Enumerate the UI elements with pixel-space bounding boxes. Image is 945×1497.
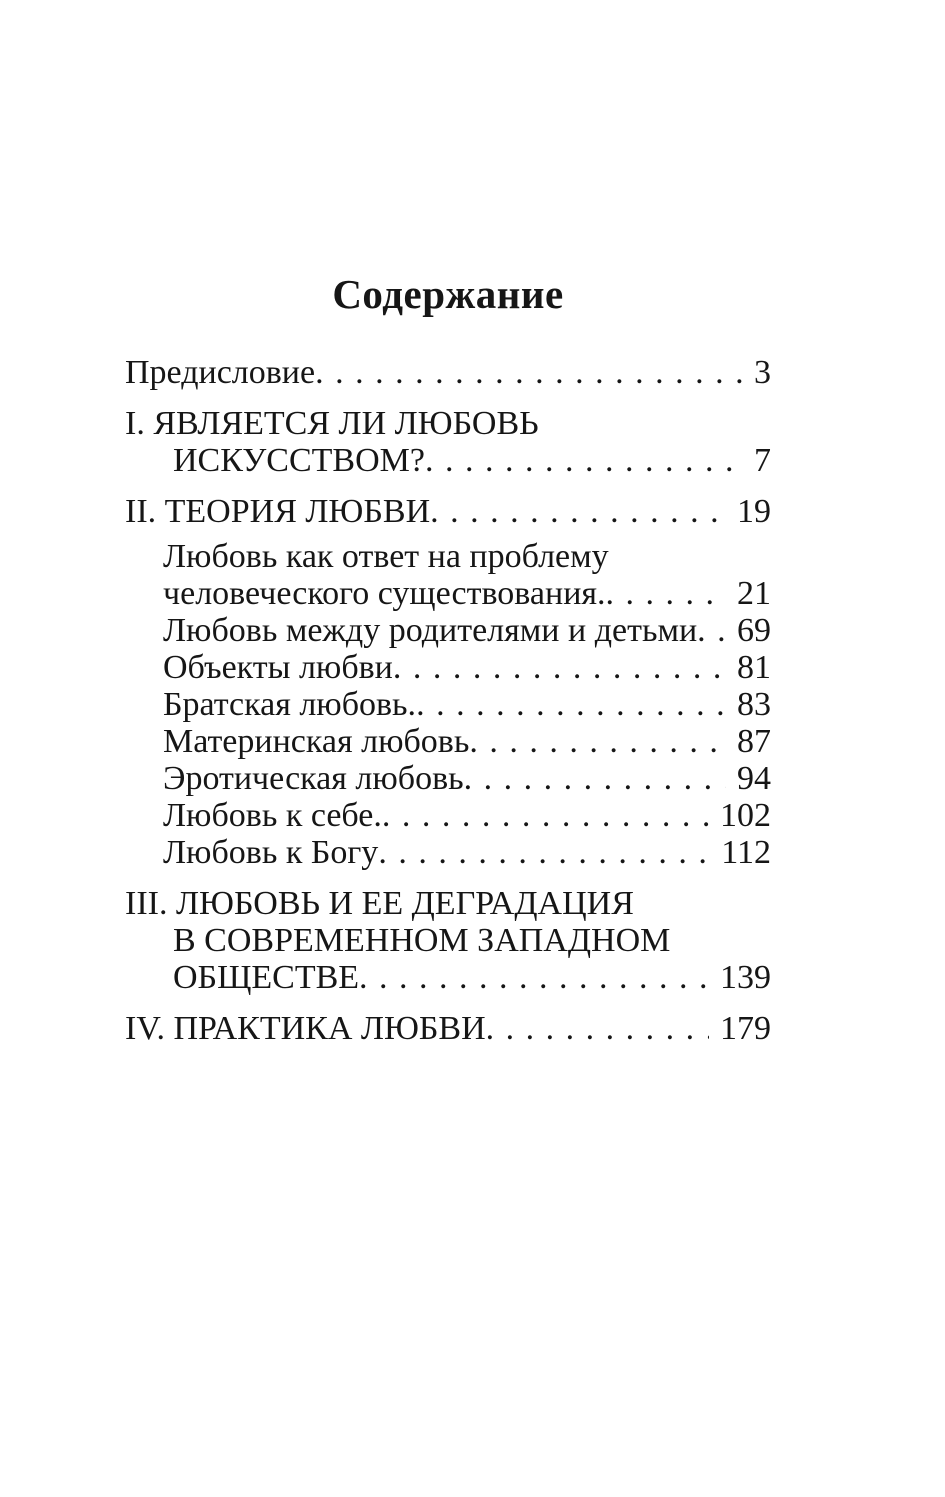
toc-entry-ch2 — [125, 493, 771, 530]
dot-leader — [382, 797, 709, 834]
toc-label: ИСКУССТВОМ? — [173, 442, 425, 479]
page-number: 83 — [737, 686, 771, 723]
toc-list — [125, 354, 771, 1047]
toc-label: В СОВРЕМЕННОМ ЗАПАДНОМ — [173, 922, 671, 959]
toc-label: Эротическая любовь — [163, 760, 464, 797]
page-number: 21 — [737, 575, 771, 612]
toc-label: ОБЩЕСТВЕ — [173, 959, 360, 996]
page-number: 3 — [754, 354, 771, 391]
page-number: 19 — [737, 493, 771, 530]
page-title: Содержание — [332, 271, 564, 317]
toc-sub-parents-children — [125, 612, 771, 649]
toc-label: I. ЯВЛЯЕТСЯ ЛИ ЛЮБОВЬ — [125, 405, 539, 442]
toc-sub-love-objects — [125, 649, 771, 686]
toc-label: Любовь между родителями и детьми — [163, 612, 698, 649]
toc-page — [125, 0, 771, 1047]
dot-leader — [393, 649, 726, 686]
page-number: 112 — [721, 834, 771, 871]
page-number: 87 — [737, 723, 771, 760]
dot-leader — [464, 760, 726, 797]
page-number: 139 — [720, 959, 771, 996]
dot-leader — [486, 1010, 709, 1047]
toc-sub-motherly-love — [125, 723, 771, 760]
toc-entry-preface — [125, 354, 771, 391]
toc-label: Любовь к Богу — [163, 834, 379, 871]
dot-leader — [425, 442, 743, 479]
toc-label: Братская любовь. — [163, 686, 417, 723]
page-number: 69 — [737, 612, 771, 649]
page-number: 102 — [720, 797, 771, 834]
toc-entry-ch3-line2 — [125, 922, 771, 959]
toc-entry-ch1-line2 — [125, 442, 771, 479]
toc-label: Материнская любовь — [163, 723, 470, 760]
dot-leader — [378, 834, 710, 871]
toc-entry-ch4 — [125, 1010, 771, 1047]
toc-entry-ch1-line1 — [125, 405, 771, 442]
toc-sub-self-love — [125, 797, 771, 834]
toc-label: человеческого существования. — [163, 575, 606, 612]
dot-leader — [469, 723, 726, 760]
dot-leader — [606, 575, 726, 612]
toc-label: III. ЛЮБОВЬ И ЕЕ ДЕГРАДАЦИЯ — [125, 885, 634, 922]
toc-sub-love-of-god — [125, 834, 771, 871]
dot-leader — [359, 959, 709, 996]
toc-sub-love-answer-line1 — [125, 538, 771, 575]
toc-label: IV. ПРАКТИКА ЛЮБВИ — [125, 1010, 486, 1047]
toc-entry-ch3-line1 — [125, 885, 771, 922]
toc-entry-ch3-line3 — [125, 959, 771, 996]
dot-leader — [315, 354, 743, 391]
toc-sub-love-answer-line2 — [125, 575, 771, 612]
dot-leader — [416, 686, 726, 723]
page-number: 7 — [754, 442, 771, 479]
toc-label: Любовь как ответ на проблему — [163, 538, 609, 575]
toc-label: Предисловие — [125, 354, 316, 391]
toc-label: Любовь к себе. — [163, 797, 382, 834]
dot-leader — [697, 612, 726, 649]
toc-sub-brotherly-love — [125, 686, 771, 723]
toc-label: Объекты любви — [163, 649, 393, 686]
toc-sub-erotic-love — [125, 760, 771, 797]
page-number: 81 — [737, 649, 771, 686]
page-number: 179 — [720, 1010, 771, 1047]
dot-leader — [430, 493, 726, 530]
page-number: 94 — [737, 760, 771, 797]
toc-label: II. ТЕОРИЯ ЛЮБВИ — [125, 493, 431, 530]
